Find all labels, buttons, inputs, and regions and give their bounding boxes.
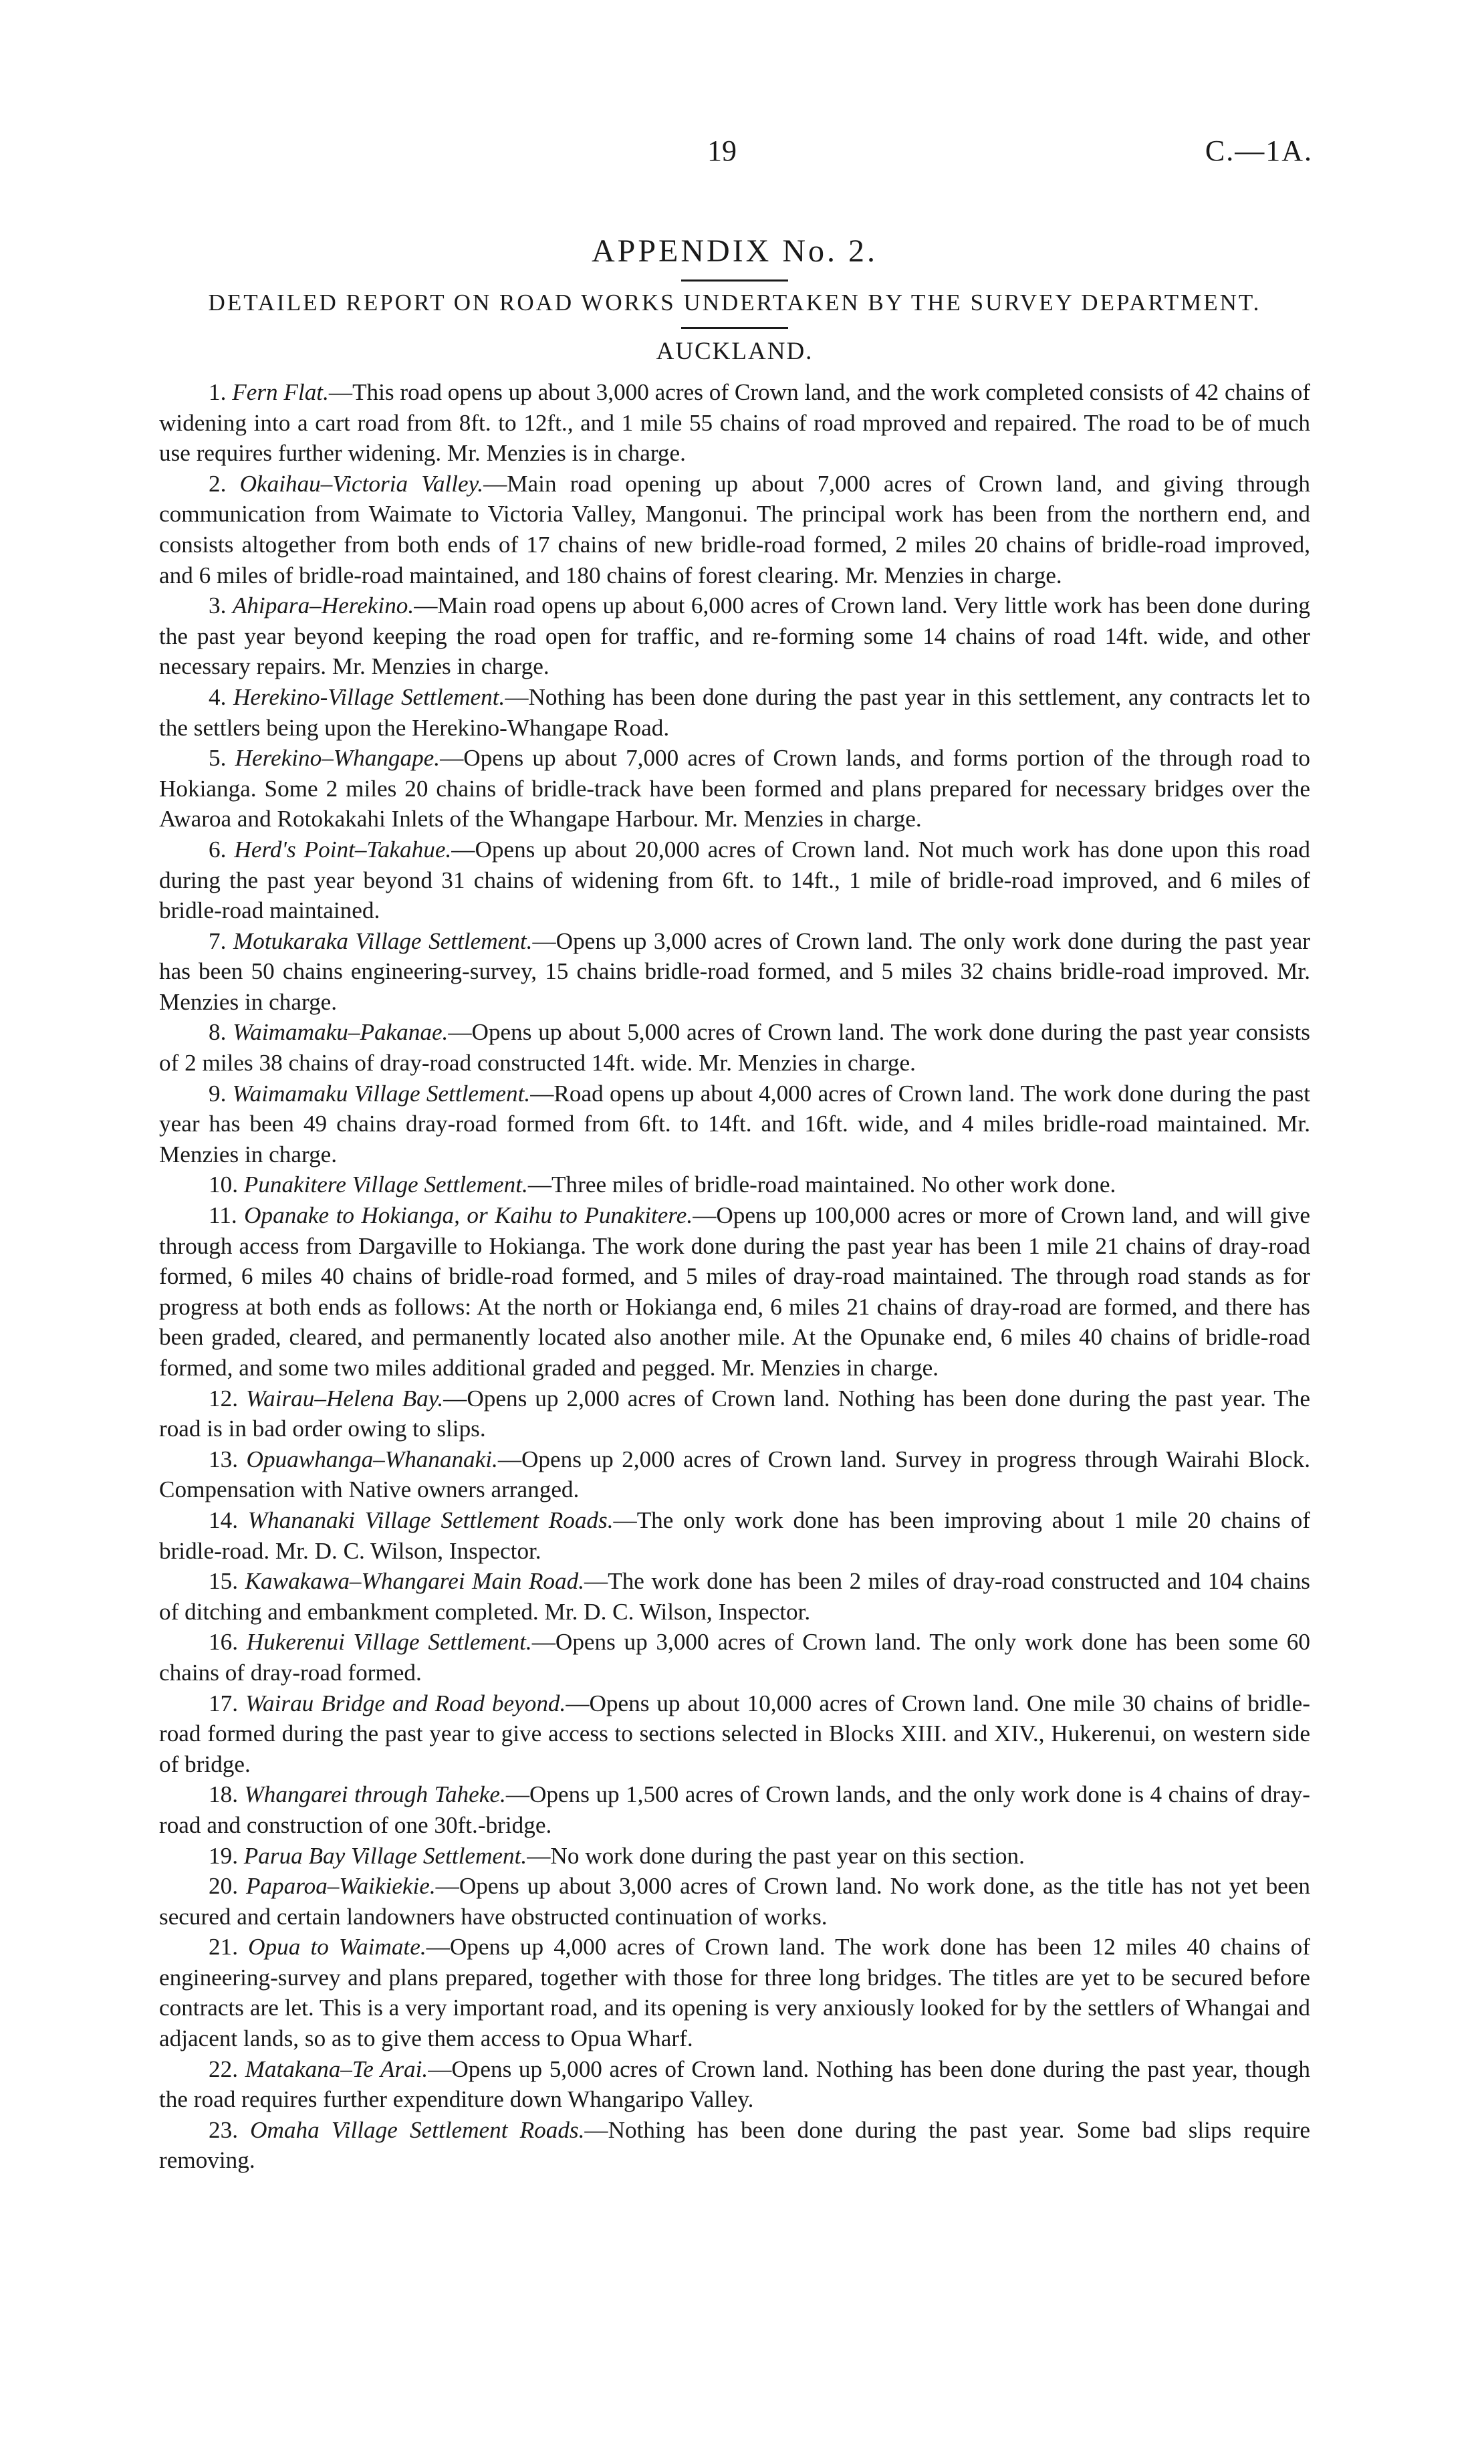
entry-number: 2. [209,470,227,497]
road-entry [159,1444,1310,1505]
entry-number: 21. [209,1934,238,1961]
entry-number: 18. [209,1781,238,1808]
entry-number: 23. [209,2116,238,2143]
road-name: Herd's Point–Takahue. [234,836,452,863]
entry-number: 1. [209,379,227,405]
road-entry [159,469,1310,590]
road-name: Okaihau–Victoria Valley. [239,470,484,497]
report-title: DETAILED REPORT ON ROAD WORKS UNDERTAKEN BY THE SURVEY DEPARTMENT. [208,290,1261,316]
entry-text: —The work done has been 2 miles of dray-road constructed and 104 chains of ditching and embankment completed. Mr. D. C. Wilson, Inspector. [159,1568,1311,1625]
entry-number: 5. [209,745,227,772]
road-entry [159,2115,1310,2176]
entry-number: 19. [209,1842,238,1869]
road-entry [159,590,1310,682]
road-name: Waimamaku–Pakanae. [233,1019,449,1046]
road-name: Motukaraka Village Settlement. [233,927,533,954]
entry-text: —This road opens up about 3,000 acres of Crown land, and the work completed consists of 42 chains of widening into a cart road from 8ft. to 12ft., and 1 mile 55 chains of road mproved and repaired. The road to be of much use requires further widening. Mr. Menzies is in charge. [159,379,1311,467]
entry-list [159,377,1310,2176]
road-name: Waimamaku Village Settlement. [232,1080,531,1107]
entry-text: —The only work done has been improving about 1 mile 20 chains of bridle-road. Mr. D. C. Wilson, Inspector. [159,1506,1311,1564]
entry-text: —Opens up 2,000 acres of Crown land. Nothing has been done during the past year. The road is in bad order owing to slips. [159,1385,1310,1442]
entry-text: —Opens up 1,500 acres of Crown lands, and the only work done is 4 chains of dray-road and construction of one 30ft.-bridge. [159,1781,1311,1838]
road-entry [159,1688,1310,1780]
road-entry [159,1627,1310,1688]
road-entry [159,1079,1310,1170]
entry-number: 4. [209,683,227,710]
entry-text: —Opens up about 3,000 acres of Crown land. No work done, as the title has not yet been secured and certain landowners have obstructed continuation of works. [159,1873,1310,1930]
entry-number: 7. [209,927,227,954]
entry-number: 13. [209,1446,238,1472]
road-name: Omaha Village Settlement Roads. [250,2116,585,2143]
road-entry [159,1169,1310,1200]
entry-text: —Opens up 4,000 acres of Crown land. The work done has been 12 miles 40 chains of engineering-survey and plans prepared, together with those for three long bridges. The titles are yet to be secured before contracts are let. This is a very important road, and its opening is very anxiously looked for by the settlers of Whangai and adjacent lands, so as to give them access to Opua Wharf. [159,1934,1310,2052]
entry-number: 20. [209,1873,238,1900]
district-heading: AUCKLAND. [656,338,814,365]
entry-number: 22. [209,2055,238,2082]
paper-reference: C.—1A. [1205,134,1313,167]
running-header [159,134,1313,174]
entry-text: —Opens up 3,000 acres of Crown land. The only work done has been some 60 chains of dray-road formed. [159,1629,1310,1686]
title-rule [681,279,788,282]
entry-text: —Nothing has been done during the past year. Some bad slips require removing. [159,2116,1310,2174]
entry-text: —Three miles of bridle-road maintained. No other work done. [527,1171,1116,1198]
road-entry [159,1779,1310,1840]
road-entry [159,1383,1310,1444]
road-entry [159,743,1310,834]
road-name: Whangarei through Taheke. [244,1781,506,1808]
road-name: Punakitere Village Settlement. [243,1171,528,1198]
entry-text: —Nothing has been done during the past year in this settlement, any contracts let to the settlers being upon the Herekino-Whangape Road. [159,683,1311,741]
road-entry [159,1841,1310,1872]
road-entry [159,377,1310,469]
entry-number: 10. [209,1171,238,1198]
entry-number: 8. [209,1019,227,1046]
entry-text: —Main road opens up about 6,000 acres of Crown land. Very little work has been done during the past year beyond keeping the road open for traffic, and re-forming some 14 chains of road 14ft. wide, and other necessary repairs. Mr. Menzies in charge. [159,592,1310,680]
entry-number: 3. [209,592,227,619]
entry-text: —Main road opening up about 7,000 acres of Crown land, and giving through communication from Waimate to Victoria Valley, Mangonui. The principal work has been from the northern end, and consists altogether from both ends of 17 chains of new bridle-road formed, 2 miles 20 chains of bridle-road improved, and 6 miles of bridle-road maintained, and 180 chains of forest clearing. Mr. Menzies in charge. [159,470,1311,588]
entry-text: —Road opens up about 4,000 acres of Crown land. The work done during the past year has been 49 chains dray-road formed from 6ft. to 14ft. and 16ft. wide, and 4 miles bridle-road maintained. Mr. Menzies in charge. [159,1080,1311,1167]
road-name: Opuawhanga–Whananaki. [246,1446,498,1472]
road-entry [159,2054,1310,2115]
road-name: Whananaki Village Settlement Roads. [247,1506,614,1533]
road-entry [159,1932,1310,2053]
road-name: Herekino–Whangape. [235,745,441,772]
road-name: Ahipara–Herekino. [232,592,414,619]
entry-number: 14. [209,1506,238,1533]
document-page [159,134,1313,2176]
road-entry [159,1200,1310,1383]
section-rule [681,327,788,329]
appendix-title: APPENDIX No. 2. [591,233,878,269]
entry-text: —Opens up 2,000 acres of Crown land. Survey in progress through Wairahi Block. Compensation with Native owners arranged. [159,1446,1310,1503]
road-name: Kawakawa–Whangarei Main Road. [245,1568,585,1595]
entry-number: 9. [209,1080,227,1107]
entry-text: —Opens up about 10,000 acres of Crown land. One mile 30 chains of bridle-road formed during the past year to give access to sections selected in Blocks XIII. and XIV., Hukerenui, on western side of bridge. [159,1690,1310,1777]
entry-number: 12. [209,1385,238,1412]
road-entry [159,682,1310,743]
entry-number: 6. [209,836,227,863]
road-entry [159,926,1310,1018]
entry-number: 17. [209,1690,238,1716]
road-name: Herekino-Village Settlement. [233,683,505,710]
entry-text: —No work done during the past year on this section. [527,1842,1025,1869]
entry-text: —Opens up 5,000 acres of Crown land. Nothing has been done during the past year, though the road requires further expenditure down Whangaripo Valley. [159,2055,1311,2113]
road-name: Opua to Waimate. [248,1934,426,1961]
road-name: Hukerenui Village Settlement. [246,1629,532,1656]
page-number: 19 [707,134,737,167]
entry-text: —Opens up 100,000 acres or more of Crown land, and will give through access from Dargaville to Hokianga. The work done during the past year has been 1 mile 21 chains of dray-road formed, 6 miles 40 chains of bridle-road formed, and 5 miles of dray-road maintained. The through road stands as for progress at both ends as follows: At the north or Hokianga end, 6 miles 21 chains of dray-road are formed, and there has been graded, cleared, and permanently located also another mile. At the Opunake end, 6 miles 40 chains of bridle-road formed, and some two miles additional graded and pegged. Mr. Menzies in charge. [159,1202,1311,1381]
entry-text: —Opens up about 20,000 acres of Crown land. Not much work has done upon this road during the past year beyond 31 chains of widening from 6ft. to 14ft., 1 mile of bridle-road improved, and 6 miles of bridle-road maintained. [159,836,1310,924]
entry-text: —Opens up about 5,000 acres of Crown land. The work done during the past year consists of 2 miles 38 chains of dray-road constructed 14ft. wide. Mr. Menzies in charge. [159,1019,1310,1077]
entry-number: 16. [209,1629,238,1656]
road-name: Paparoa–Waikiekie. [245,1873,436,1900]
road-name: Opanake to Hokianga, or Kaihu to Punakitere. [244,1202,693,1229]
road-entry [159,834,1310,926]
entry-text: —Opens up about 7,000 acres of Crown lands, and forms portion of the through road to Hokianga. Some 2 miles 20 chains of bridle-track have been formed and plans prepared for necessary bridges over the Awaroa and Rotokakahi Inlets of the Whangape Harbour. Mr. Menzies in charge. [159,745,1311,832]
road-name: Parua Bay Village Settlement. [243,1842,527,1869]
entry-text: —Opens up 3,000 acres of Crown land. The only work done during the past year has been 50 chains engineering-survey, 15 chains bridle-road formed, and 5 miles 32 chains bridle-road improved. Mr. Menzies in charge. [159,927,1311,1015]
road-entry [159,1017,1310,1078]
road-name: Matakana–Te Arai. [245,2055,428,2082]
road-name: Fern Flat. [232,379,329,405]
entry-number: 11. [209,1202,237,1229]
road-entry [159,1566,1310,1627]
road-name: Wairau Bridge and Road beyond. [245,1690,566,1716]
road-entry [159,1505,1310,1566]
entry-number: 15. [209,1568,238,1595]
road-name: Wairau–Helena Bay. [246,1385,444,1412]
road-entry [159,1871,1310,1932]
